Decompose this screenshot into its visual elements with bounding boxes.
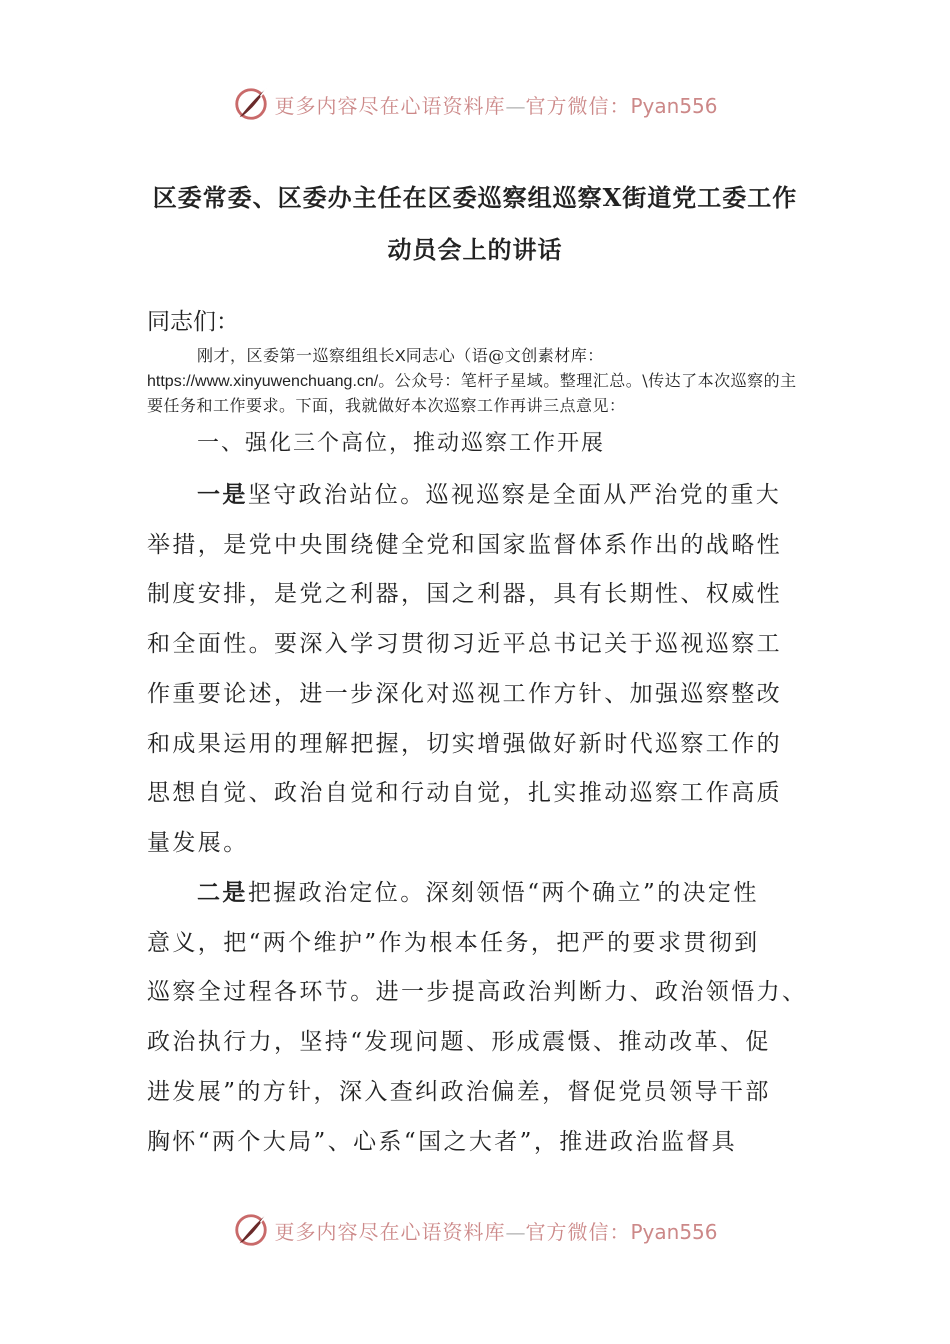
quill-logo-icon <box>232 85 270 123</box>
title-line-1: 区委常委、区委办主任在区委巡察组巡察X街道党工委工作 <box>152 183 798 212</box>
section-heading-1: 一、强化三个高位，推动巡察工作开展 <box>197 431 606 456</box>
quill-logo-icon <box>232 1211 270 1249</box>
intro-paragraph: 刚才，区委第一巡察组组长X同志心（语@文创素材库：https://www.xinyuwenchuang.cn/。公众号：笔杆子星域。整理汇总。\传达了本次巡察的主要任务和工作要求。下面，我就做好本次巡察工作再讲三点意见： <box>147 346 797 415</box>
paragraph-1-lead: 一是 <box>197 481 248 508</box>
watermark-banner-bottom <box>0 1210 950 1250</box>
paragraph-2-lead: 二是 <box>197 879 248 906</box>
paragraph-2: 二是把握政治定位。深刻领悟“两个确立”的决定性 意义，把“两个维护”作为根本任务，把严的要求贯彻到 巡察全过程各环节。进一步提高政治判断力、政治领悟力、 政治执行力，坚持“发现问题、形成震慑、推动改革、促 进发展”的方针，深入查纠政治偏差，督促党员领导干部 胸怀“两个大局”、心系“国之大者”，推进政治监督具 <box>147 879 808 1155</box>
watermark-text: 更多内容尽在心语资料库—官方微信：Pyan556 <box>274 1219 718 1244</box>
source-url: https://www.xinyuwenchuang.cn/ <box>147 373 379 390</box>
paragraph-1: 一是坚守政治站位。巡视巡察是全面从严治党的重大 举措，是党中央围绕健全党和国家监督体系作出的战略性 制度安排，是党之利器，国之利器，具有长期性、权威性 和全面性。要深入学习贯彻习近平总书记关于巡视巡察工 作重要论述，进一步深化对巡视工作方针、加强巡察整改 和成果运用的理解把握，切实增强做好新时代巡察工作的 思想自觉、政治自觉和行动自觉，扎实推动巡察工作高质 量发展。 <box>147 481 782 856</box>
title-line-2: 动员会上的讲话 <box>387 235 563 264</box>
watermark-banner-top <box>0 84 950 124</box>
document-title <box>120 172 830 276</box>
greeting: 同志们： <box>147 309 239 335</box>
watermark-text: 更多内容尽在心语资料库—官方微信：Pyan556 <box>274 93 718 118</box>
